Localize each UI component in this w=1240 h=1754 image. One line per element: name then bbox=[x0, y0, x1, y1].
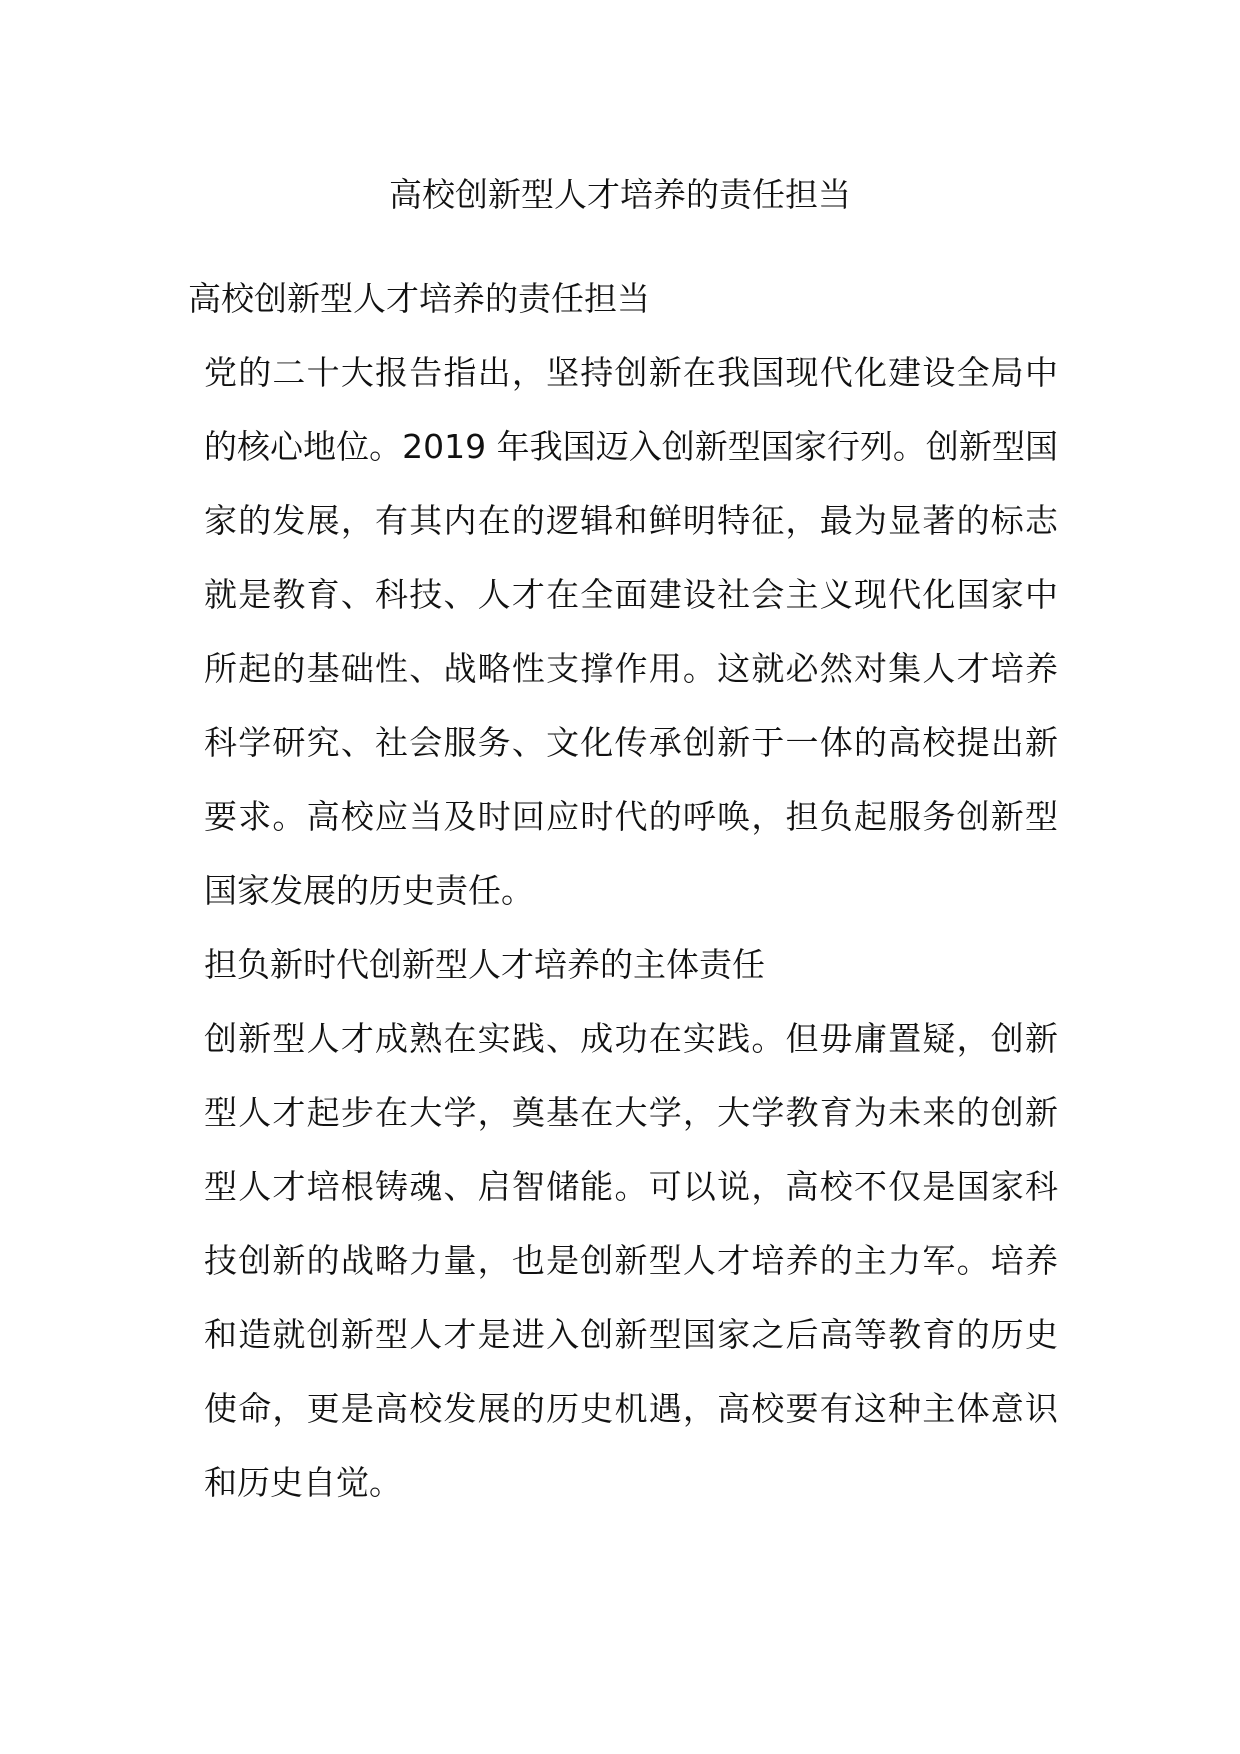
document-body bbox=[188, 262, 1058, 1520]
paragraph-1: 党的二十大报告指出，坚持创新在我国现代化建设全局中的核心地位。2019 年我国迈入创新型国家行列。创新型国家的发展，有其内在的逻辑和鲜明特征，最为显著的标志就是教育、科技、人才在全面建设社会主义现代化国家中所起的基础性、战略性支撑作用。这就必然对集人才培养科学研究、社会服务、文化传承创新于一体的高校提出新要求。高校应当及时回应时代的呼唤，担负起服务创新型国家发展的历史责任。 bbox=[204, 353, 1058, 910]
document-title: 高校创新型人才培养的责任担当 bbox=[389, 175, 851, 214]
paragraph-2: 创新型人才成熟在实践、成功在实践。但毋庸置疑，创新型人才起步在大学，奠基在大学，大学教育为未来的创新型人才培根铸魂、启智储能。可以说，高校不仅是国家科技创新的战略力量，也是创新型人才培养的主力军。培养和造就创新型人才是进入创新型国家之后高等教育的历史使命，更是高校发展的历史机遇，高校要有这种主体意识和历史自觉。 bbox=[204, 1019, 1058, 1502]
document-subtitle: 高校创新型人才培养的责任担当 bbox=[188, 279, 650, 318]
section-heading: 担负新时代创新型人才培养的主体责任 bbox=[204, 945, 765, 984]
